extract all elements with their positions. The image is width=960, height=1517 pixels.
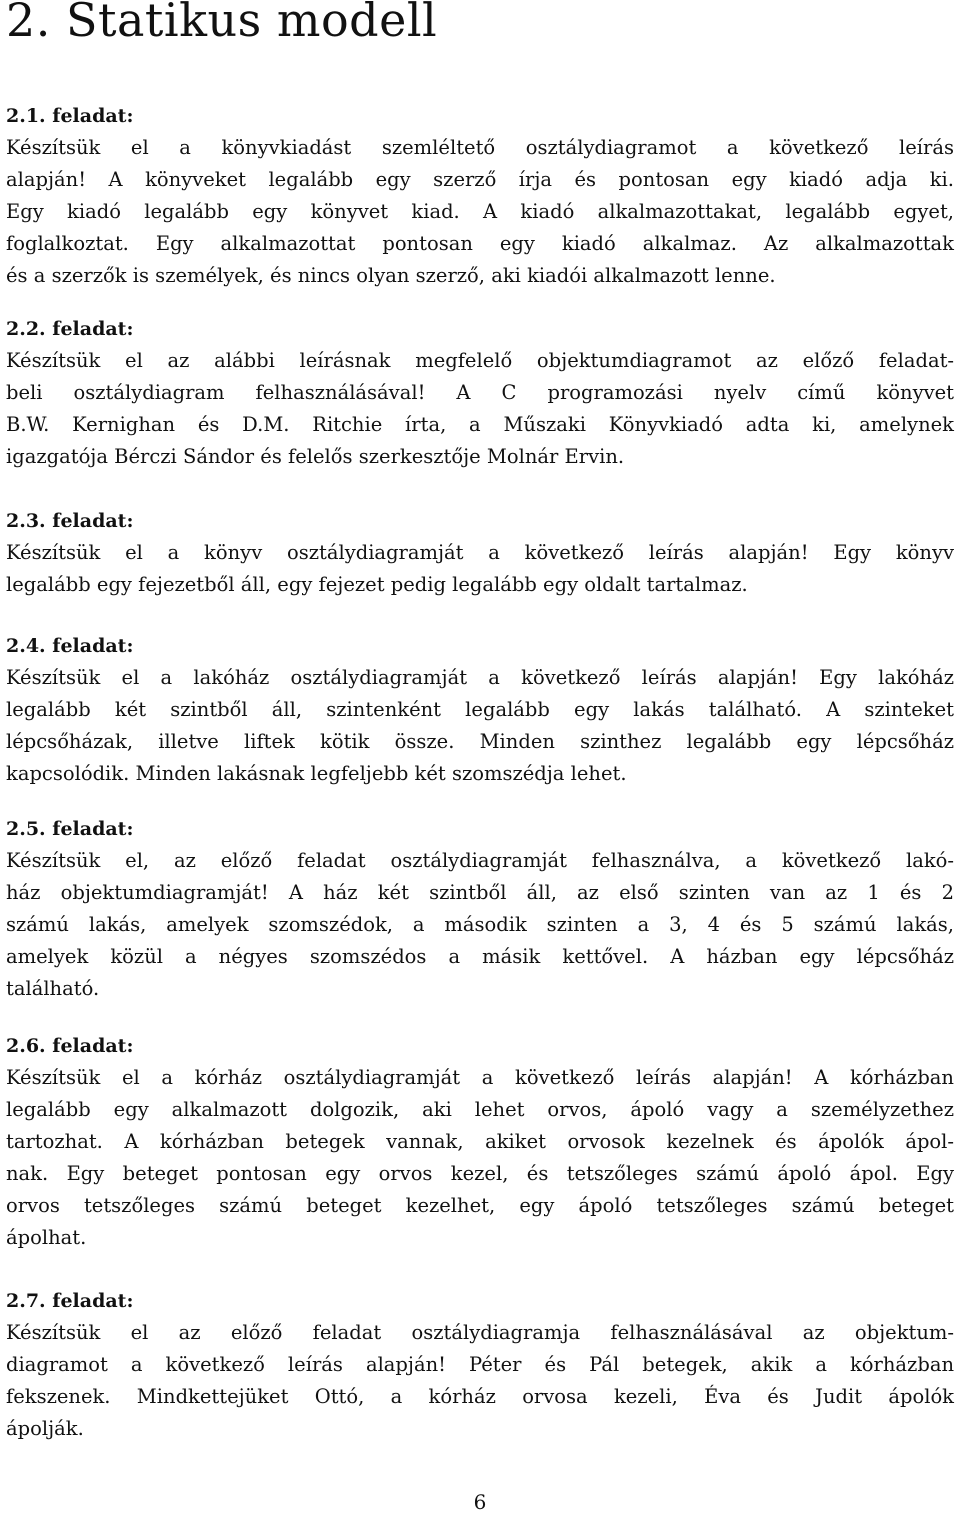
task-heading: 2.2. feladat: [6, 318, 134, 340]
task-text-line: legalább két szintből áll, szintenként legalább egy lakás található. A szinteket [6, 698, 954, 721]
task-text-line: Készítsük el az előző feladat osztálydiagramja felhasználásával az objektum- [6, 1321, 954, 1344]
task-heading: 2.5. feladat: [6, 818, 134, 840]
task-text-line: kapcsolódik. Minden lakásnak legfeljebb két szomszédja lehet. [6, 762, 627, 785]
task-heading: 2.7. feladat: [6, 1290, 134, 1312]
task-text-line: fekszenek. Mindkettejüket Ottó, a kórház orvosa kezeli, Éva és Judit ápolók [6, 1385, 954, 1408]
task-text-line: B.W. Kernighan és D.M. Ritchie írta, a Műszaki Könyvkiadó adta ki, amelynek [6, 413, 954, 436]
task-text-line: ápolják. [6, 1417, 84, 1440]
task-text-line: Készítsük el, az előző feladat osztálydiagramját felhasználva, a következő lakó- [6, 849, 954, 872]
task-2-5 [6, 813, 954, 1005]
task-text-line: tartozhat. A kórházban betegek vannak, akiket orvosok kezelnek és ápolók ápol- [6, 1130, 954, 1153]
task-text-line: ápolhat. [6, 1226, 87, 1249]
task-2-4 [6, 630, 954, 790]
task-text-line: ház objektumdiagramját! A ház két szintből áll, az első szinten van az 1 és 2 [6, 881, 954, 904]
task-text-line: lépcsőházak, illetve liftek kötik össze. Minden szinthez legalább egy lépcsőház [6, 730, 954, 753]
task-heading: 2.1. feladat: [6, 105, 134, 127]
task-2-1 [6, 100, 954, 292]
task-text-line: amelyek közül a négyes szomszédos a másik kettővel. A házban egy lépcsőház [6, 945, 954, 968]
task-text-line: Egy kiadó legalább egy könyvet kiad. A kiadó alkalmazottakat, legalább egyet, [6, 200, 954, 223]
task-text-line: Készítsük el a lakóház osztálydiagramját a következő leírás alapján! Egy lakóház [6, 666, 954, 689]
task-text-line: található. [6, 977, 100, 1000]
task-heading: 2.6. feladat: [6, 1035, 134, 1057]
task-text-line: legalább egy alkalmazott dolgozik, aki lehet orvos, ápoló vagy a személyzethez [6, 1098, 954, 1121]
task-text-line: és a szerzők is személyek, és nincs olyan szerző, aki kiadói alkalmazott lenne. [6, 264, 776, 287]
task-text-line: nak. Egy beteget pontosan egy orvos kezel, és tetszőleges számú ápoló ápol. Egy [6, 1162, 954, 1185]
task-heading: 2.4. feladat: [6, 635, 134, 657]
task-text-line: Készítsük el az alábbi leírásnak megfelelő objektumdiagramot az előző feladat- [6, 349, 954, 372]
task-text-line: beli osztálydiagram felhasználásával! A C programozási nyelv című könyvet [6, 381, 954, 404]
task-2-7 [6, 1285, 954, 1445]
task-text-line: Készítsük el a könyv osztálydiagramját a következő leírás alapján! Egy könyv [6, 541, 954, 564]
task-text-line: számú lakás, amelyek szomszédok, a második szinten a 3, 4 és 5 számú lakás, [6, 913, 954, 936]
task-heading: 2.3. feladat: [6, 510, 134, 532]
task-2-3 [6, 505, 954, 601]
page-number: 6 [473, 1490, 487, 1514]
task-text-line: foglalkoztat. Egy alkalmazottat pontosan egy kiadó alkalmaz. Az alkalmazottak [6, 232, 954, 255]
chapter-title: 2. Statikus modell [6, 0, 438, 47]
task-2-6 [6, 1030, 954, 1254]
task-text-line: alapján! A könyveket legalább egy szerző írja és pontosan egy kiadó adja ki. [6, 168, 954, 191]
task-text-line: Készítsük el a kórház osztálydiagramját a következő leírás alapján! A kórházban [6, 1066, 954, 1089]
task-text-line: Készítsük el a könyvkiadást szemléltető osztálydiagramot a következő leírás [6, 136, 954, 159]
task-text-line: diagramot a következő leírás alapján! Péter és Pál betegek, akik a kórházban [6, 1353, 954, 1376]
task-text-line: legalább egy fejezetből áll, egy fejezet pedig legalább egy oldalt tartalmaz. [6, 573, 748, 596]
task-2-2 [6, 313, 954, 473]
task-text-line: orvos tetszőleges számú beteget kezelhet, egy ápoló tetszőleges számú beteget [6, 1194, 954, 1217]
task-text-line: igazgatója Bérczi Sándor és felelős szerkesztője Molnár Ervin. [6, 445, 625, 468]
